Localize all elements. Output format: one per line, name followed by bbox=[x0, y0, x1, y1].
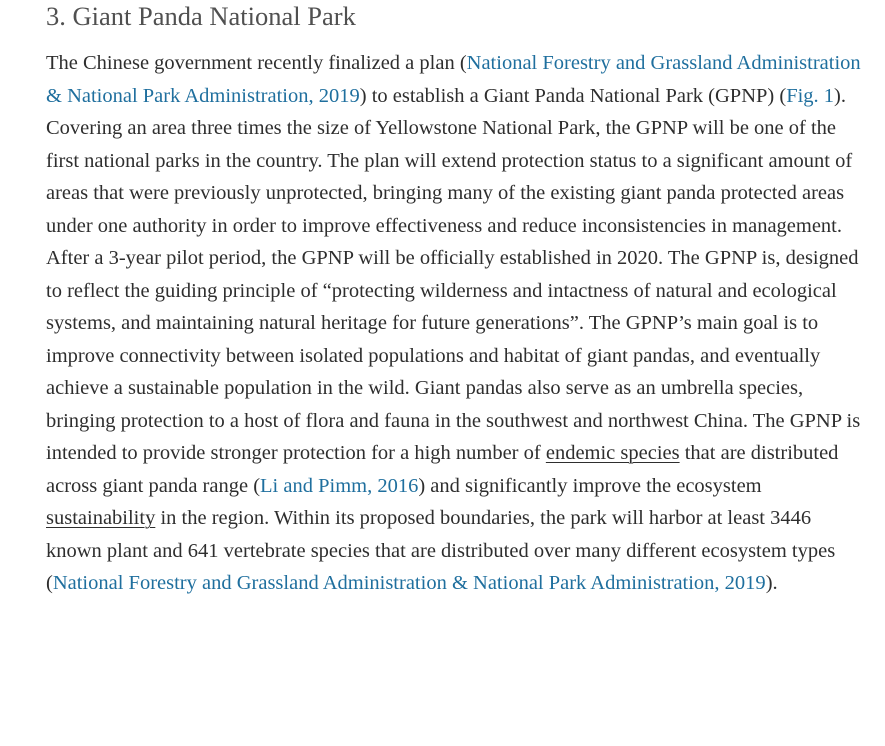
glossary-link-endemic-species[interactable]: endemic species bbox=[545, 442, 680, 464]
paragraph-text: ). bbox=[765, 572, 778, 594]
paragraph-text: that are distributed across giant panda range ( bbox=[46, 442, 839, 497]
paragraph-text: ) and significantly improve the ecosystem bbox=[418, 474, 762, 497]
glossary-link-sustainability[interactable]: sustainability bbox=[46, 507, 156, 529]
paragraph-text: The Chinese government recently finalized a plan ( bbox=[46, 52, 467, 74]
paragraph-text: ). Covering an area three times the size of Yellowstone National Park, the GPNP will be one of the first national parks in the country. The plan will extend protection status to a significant amount of areas that were previously unprotected, bringing many of the existing giant panda protected areas under one authority in order to improve effectiveness and reduce inconsistencies in management. After a 3-year pilot period, the GPNP will be officially established in 2020. The GPNP is, designed to reflect the guiding principle of “protecting wilderness and intactness of natural and ecological systems, and maintaining natural heritage for future generations”. The GPNP’s main goal is to improve connectivity between isolated populations and habitat of giant pandas, and eventually achieve a sustainable population in the wild. Giant pandas also serve as an umbrella species, bringing protection to a host of flora and fauna in the southwest and northwest China. The GPNP is intended to provide stronger protection for a high number of bbox=[46, 84, 861, 464]
paragraph-text: ) to establish a Giant Panda National Park (GPNP) ( bbox=[359, 84, 787, 107]
figure-link-fig-1[interactable]: Fig. 1 bbox=[786, 84, 835, 107]
paragraph-text: in the region. Within its proposed boundaries, the park will harbor at least 3446 known plant and 641 vertebrate species that are distributed over many different ecosystem types ( bbox=[46, 507, 836, 594]
section-heading: 3. Giant Panda National Park bbox=[46, 1, 356, 31]
citation-link-nfga-2019[interactable]: National Forestry and Grassland Administration & National Park Administration, 2019 bbox=[46, 52, 861, 107]
citation-link-li-pimm-2016[interactable]: Li and Pimm, 2016 bbox=[260, 474, 419, 497]
section-paragraph bbox=[46, 47, 868, 600]
article-section bbox=[46, 0, 868, 600]
citation-link-nfga-2019-second[interactable]: National Forestry and Grassland Administration & National Park Administration, 2019 bbox=[52, 572, 766, 594]
